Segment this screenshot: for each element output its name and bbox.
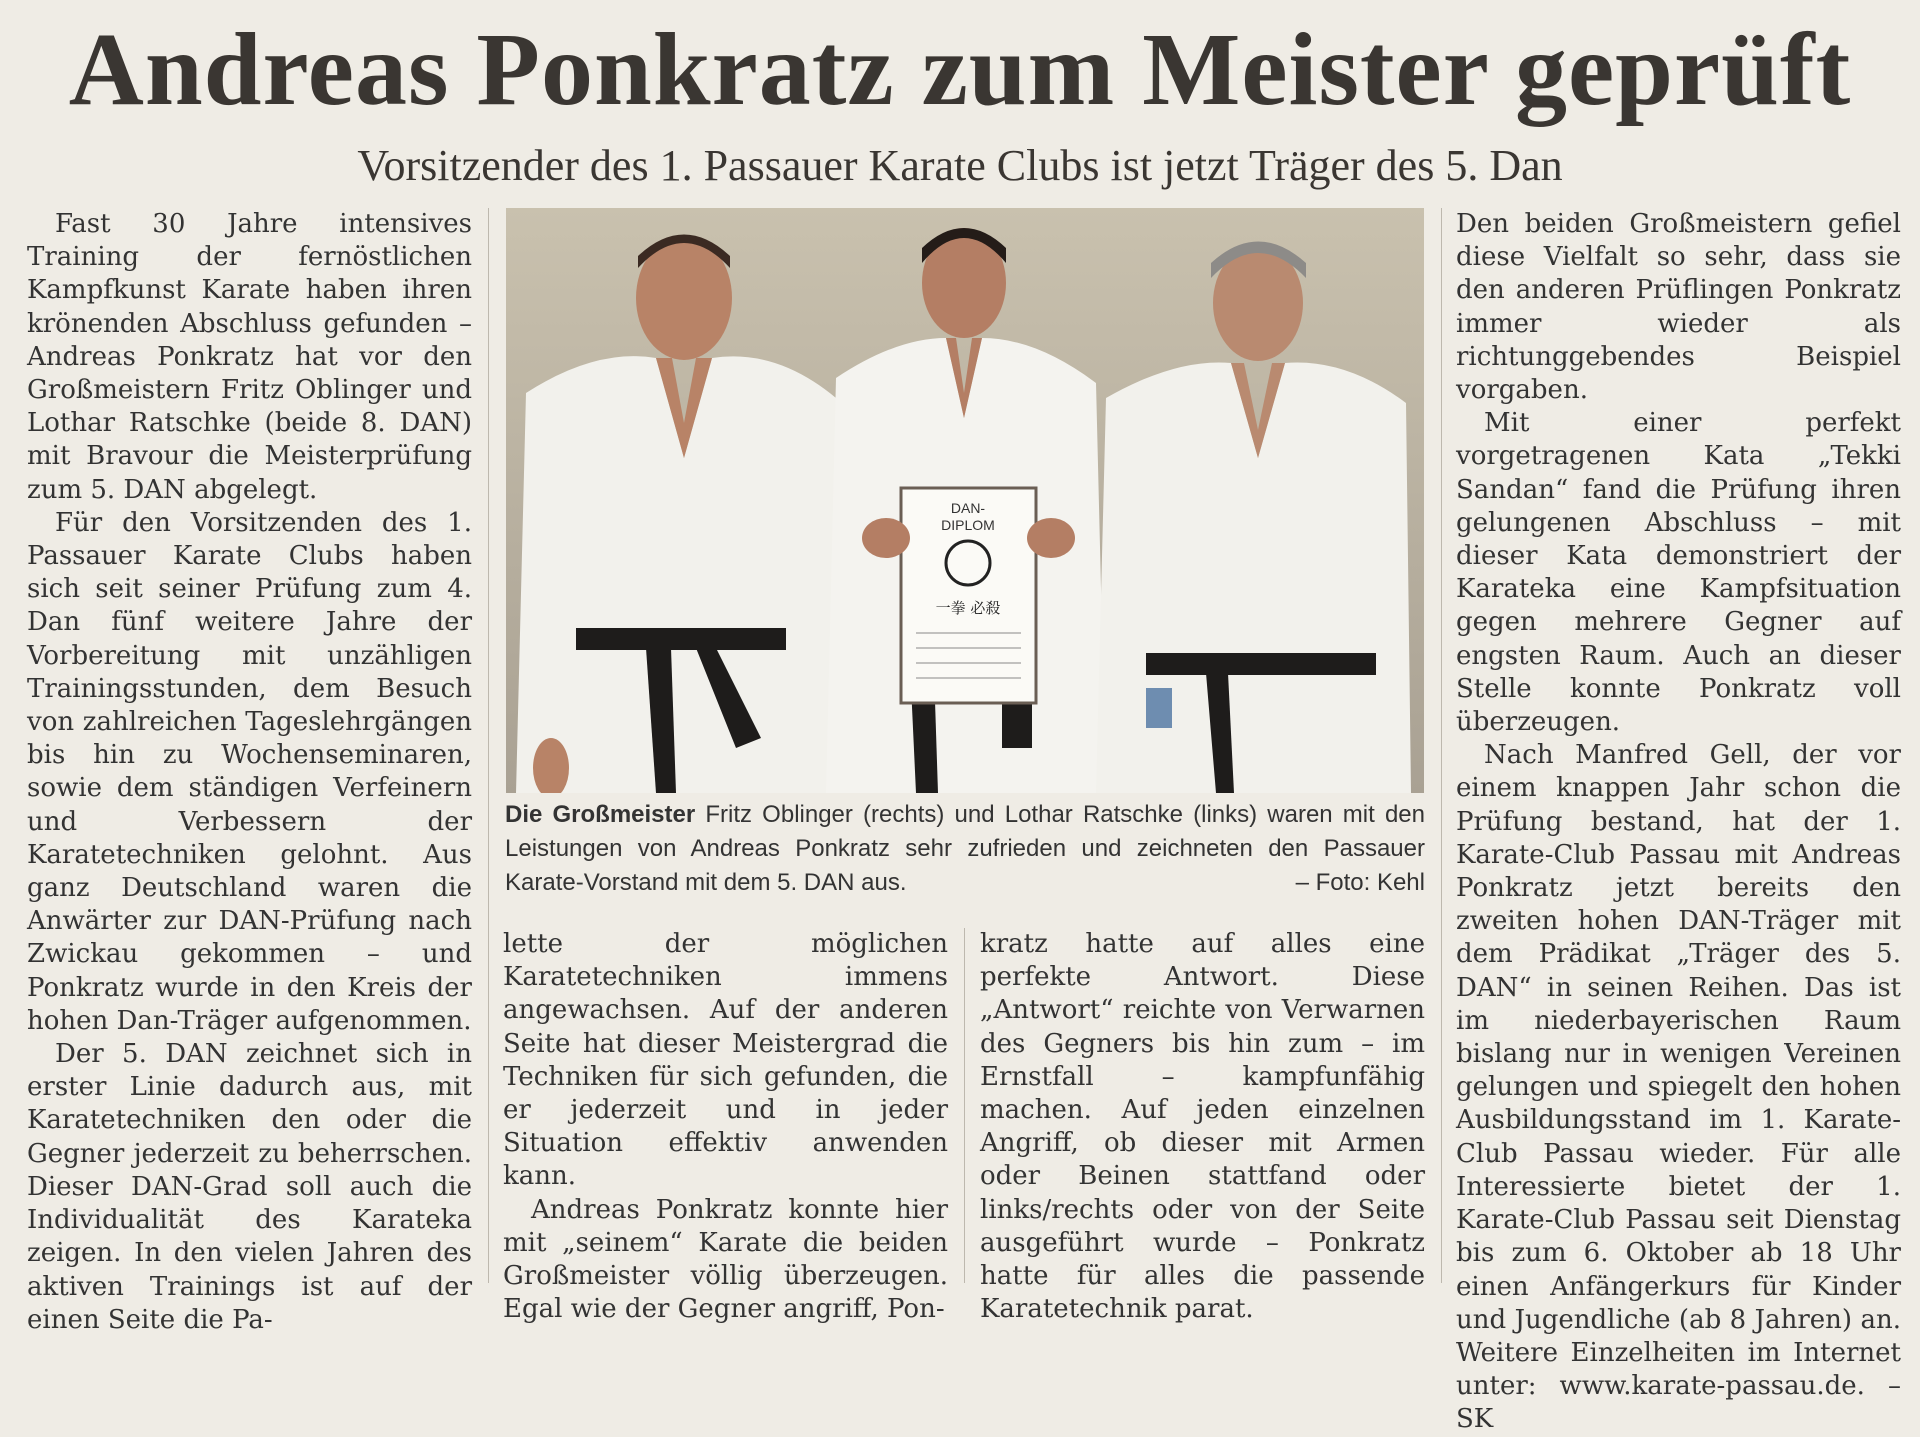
paragraph: Fast 30 Jahre intensives Training der fernöstlichen Kampfkunst Karate haben ihren krönenden Abschluss gefunden – Andreas Ponkratz hat vor den Großmeistern Fritz Oblinger und Lothar Ratschke (beide 8. DAN) mit Bravour die Meisterprüfung zum 5. DAN abgelegt. <box>27 209 472 505</box>
article-column-4 <box>1456 208 1901 1437</box>
paragraph: Nach Manfred Gell, der vor einem knappen Jahr schon die Prüfung bestand, hat der 1. Karate-Club Passau mit Andreas Ponkratz jetzt bereits den zweiten hohen DAN-Träger mit dem Prädikat „Träger des 5. DAN“ in seinen Reihen. Das ist im niederbayerischen Raum bislang nur in wenigen Vereinen gelungen und spiegelt den hohen Ausbildungsstand im 1. Karate-Club Passau wieder. Für alle Interessierte bietet der 1. Karate-Club Passau seit Dienstag bis zum 6. Oktober ab 18 Uhr einen Anfängerkurs für Kinder und Jugendliche (ab 8 Jahren) an. Weitere Einzelheiten im Internet unter: www.karate-passau.de. – SK <box>1456 740 1901 1435</box>
column-divider <box>1441 208 1442 1283</box>
article-column-3 <box>980 928 1425 1326</box>
paragraph: kratz hatte auf alles eine perfekte Antwort. Diese „Antwort“ reichte von Verwarnen des Gegners bis hin zum – im Ernstfall – kampfunfähig machen. Auf jeden einzelnen Angriff, ob dieser mit Armen oder Beinen stattfand oder links/rechts oder von der Seite ausgeführt wurde – Ponkratz hatte für alles die passende Karatetechnik parat. <box>980 929 1425 1325</box>
article-photo <box>506 208 1424 793</box>
article-column-2 <box>503 928 948 1326</box>
photo-three-karateka <box>506 208 1424 793</box>
article-column-1 <box>27 208 472 1337</box>
headline: Andreas Ponkratz zum Meister geprüft <box>68 12 1852 127</box>
paragraph: Mit einer perfekt vorgetragenen Kata „Tekki Sandan“ fand die Prüfung ihren gelungenen Abschluss – mit dieser Kata demonstriert der Karateka eine Kampfsituation gegen mehrere Gegner auf engsten Raum. Auch an dieser Stelle konnte Ponkratz voll überzeugen. <box>1456 408 1901 738</box>
caption-text: Fritz Oblinger (rechts) und Lothar Ratschke (links) waren mit den Leistungen von Andreas Ponkratz sehr zufrieden und zeichneten den Passauer Karate-Vorstand mit dem 5. DAN aus. <box>505 801 1425 896</box>
photo-credit: – Foto: Kehl <box>1295 869 1425 896</box>
paragraph: Für den Vorsitzenden des 1. Passauer Karate Clubs haben sich seit seiner Prüfung zum 4. Dan fünf weitere Jahre der Vorbereitung mit unzähligen Trainingsstunden, dem Besuch von zahlreichen Tageslehrgängen bis hin zu Wochenseminaren, sowie dem ständigen Verfeinern und Verbessern der Karatetechniken gelohnt. Aus ganz Deutschland waren die Anwärter zur DAN-Prüfung nach Zwickau gekommen – und Ponkratz wurde in den Kreis der hohen Dan-Träger aufgenommen. <box>27 507 472 1036</box>
paragraph: Den beiden Großmeistern gefiel diese Vielfalt so sehr, dass sie den anderen Prüflingen Ponkratz immer wieder als richtunggebendes Beispiel vorgaben. <box>1456 209 1901 406</box>
diploma-kanji: 一拳 必殺 <box>935 599 1001 617</box>
column-divider <box>964 928 965 1283</box>
diploma-title-line2: DIPLOM <box>941 517 995 533</box>
caption-lead: Die Großmeister <box>505 801 696 828</box>
photo-caption <box>505 798 1425 900</box>
column-divider <box>488 208 489 1283</box>
paragraph: lette der möglichen Karatetechniken immens angewachsen. Auf der anderen Seite hat dieser Meistergrad die Techniken für sich gefunden, die er jederzeit und in jeder Situation effektiv anwenden kann. <box>503 929 948 1192</box>
diploma-title-line1: DAN- <box>950 500 986 516</box>
subheadline: Vorsitzender des 1. Passauer Karate Clubs ist jetzt Träger des 5. Dan <box>357 141 1563 190</box>
paragraph: Andreas Ponkratz konnte hier mit „seinem“ Karate die beiden Großmeister völlig überzeugen. Egal wie der Gegner angriff, Pon- <box>503 1194 948 1325</box>
paragraph: Der 5. DAN zeichnet sich in erster Linie dadurch aus, mit Karatetechniken den oder die Gegner jederzeit zu beherrschen. Dieser DAN-Grad soll auch die Individualität des Karateka zeigen. In den vielen Jahren des aktiven Trainings ist auf der einen Seite die Pa- <box>27 1039 472 1335</box>
